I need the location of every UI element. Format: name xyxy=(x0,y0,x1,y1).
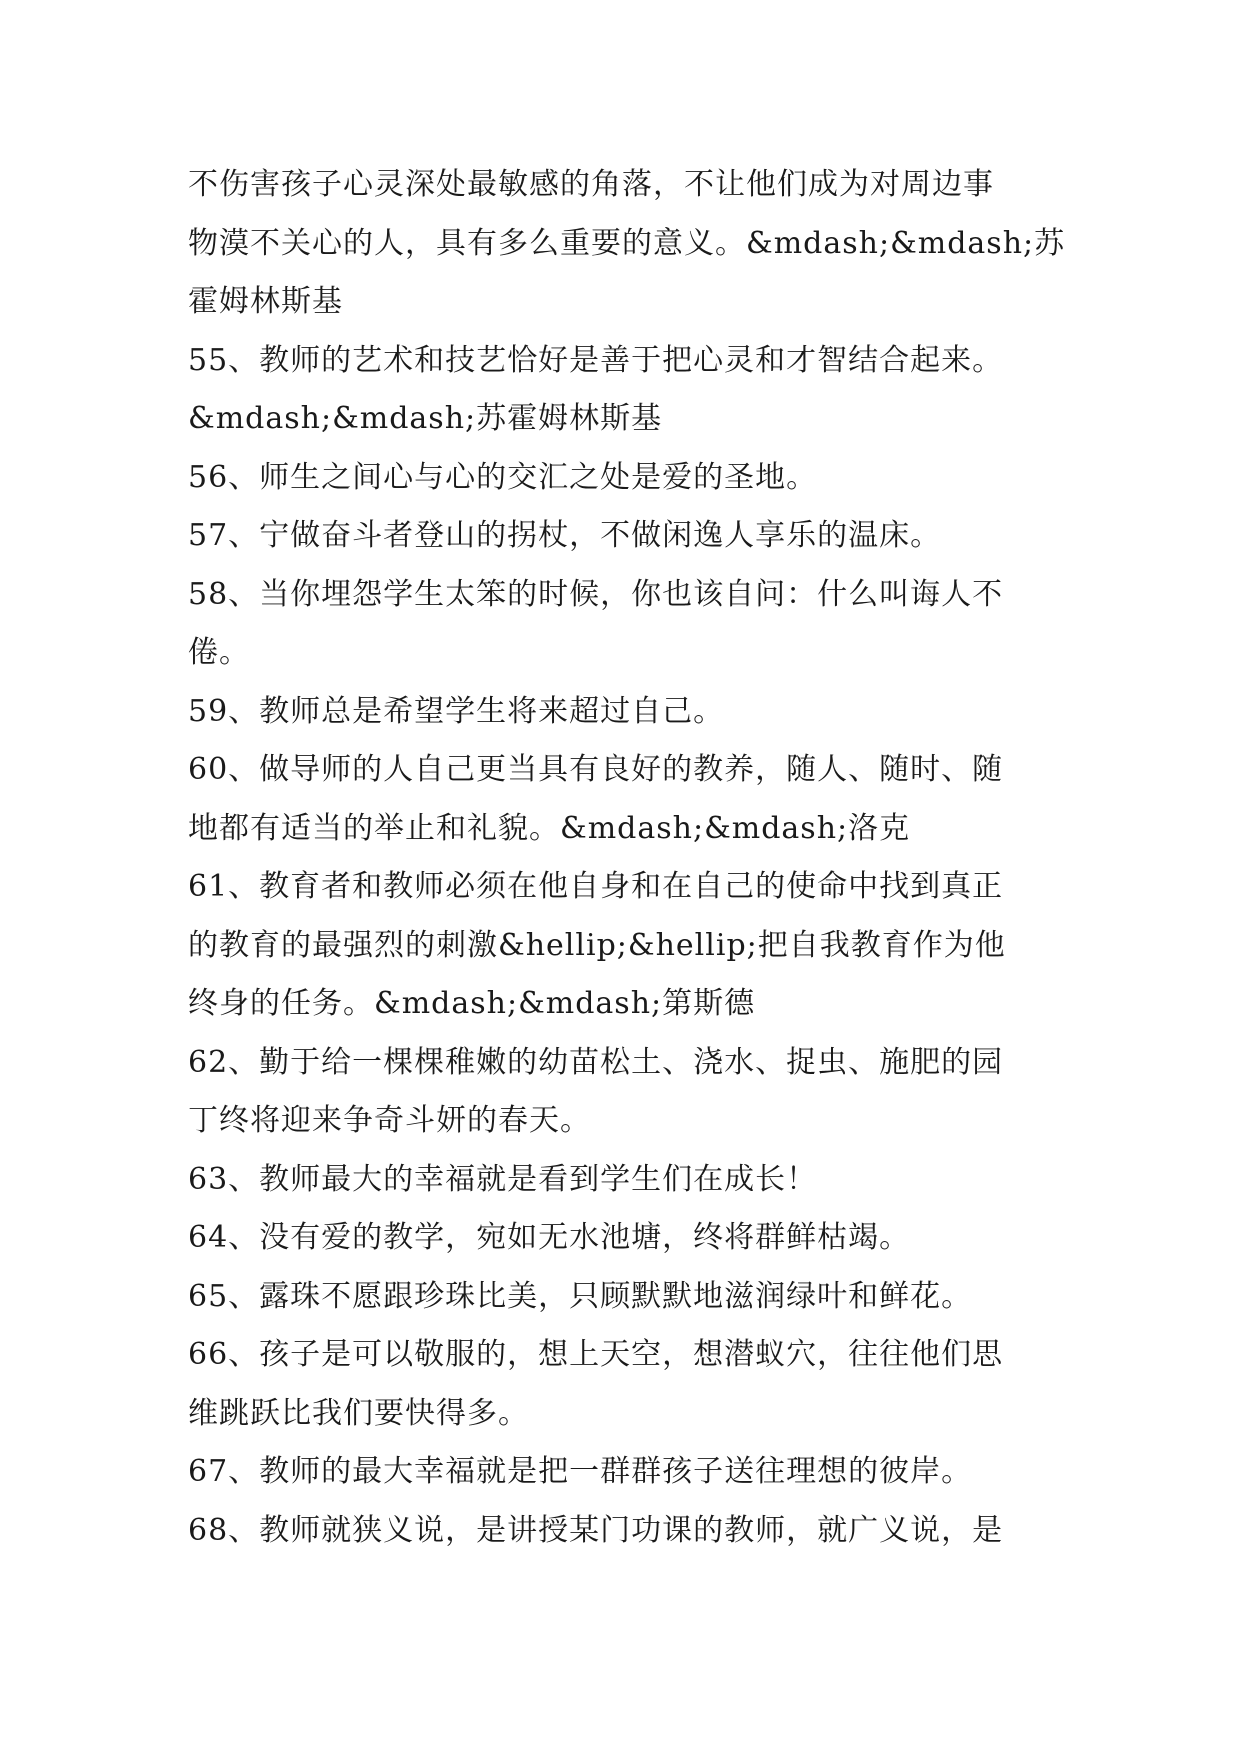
text-line: 物漠不关心的人，具有多么重要的意义。&mdash;&mdash;苏 xyxy=(188,225,1066,261)
text-line: 57、宁做奋斗者登山的拐杖，不做闲逸人享乐的温床。 xyxy=(188,518,942,553)
text-line: &mdash;&mdash;苏霍姆林斯基 xyxy=(188,401,663,436)
text-line: 地都有适当的举止和礼貌。&mdash;&mdash;洛克 xyxy=(188,810,911,846)
text-line: 终身的任务。&mdash;&mdash;第斯德 xyxy=(188,986,756,1021)
text-line: 64、没有爱的教学，宛如无水池塘，终将群鲜枯竭。 xyxy=(188,1220,911,1255)
text-line: 62、勤于给一棵棵稚嫩的幼苗松土、浇水、捉虫、施肥的园 xyxy=(188,1044,1004,1080)
text-line: 63、教师最大的幸福就是看到学生们在成长！ xyxy=(188,1161,818,1197)
text-line: 67、教师的最大幸福就是把一群群孩子送往理想的彼岸。 xyxy=(188,1454,973,1489)
text-line: 66、孩子是可以敬服的，想上天空，想潜蚁穴，往往他们思 xyxy=(188,1337,1004,1372)
text-line: 56、师生之间心与心的交汇之处是爱的圣地。 xyxy=(188,459,818,495)
text-line: 58、当你埋怨学生太笨的时候，你也该自问：什么叫诲人不 xyxy=(188,576,1004,612)
text-line: 60、做导师的人自己更当具有良好的教养，随人、随时、随 xyxy=(188,752,1004,787)
text-line: 霍姆林斯基 xyxy=(188,284,343,319)
text-line: 倦。 xyxy=(188,635,250,670)
text-line: 丁终将迎来争奇斗妍的春天。 xyxy=(188,1103,591,1138)
text-line: 不伤害孩子心灵深处最敏感的角落，不让他们成为对周边事 xyxy=(188,167,994,202)
text-line: 的教育的最强烈的刺激&hellip;&hellip;把自我教育作为他 xyxy=(188,927,1006,963)
text-line: 59、教师总是希望学生将来超过自己。 xyxy=(188,693,725,729)
text-line: 61、教育者和教师必须在他自身和在自己的使命中找到真正 xyxy=(188,869,1004,904)
text-line: 68、教师就狭义说，是讲授某门功课的教师，就广义说，是 xyxy=(188,1512,1004,1548)
document-body xyxy=(188,156,1088,1560)
text-line: 55、教师的艺术和技艺恰好是善于把心灵和才智结合起来。 xyxy=(188,342,1004,378)
text-line: 65、露珠不愿跟珍珠比美，只顾默默地滋润绿叶和鲜花。 xyxy=(188,1278,973,1314)
text-line: 维跳跃比我们要快得多。 xyxy=(188,1395,529,1431)
